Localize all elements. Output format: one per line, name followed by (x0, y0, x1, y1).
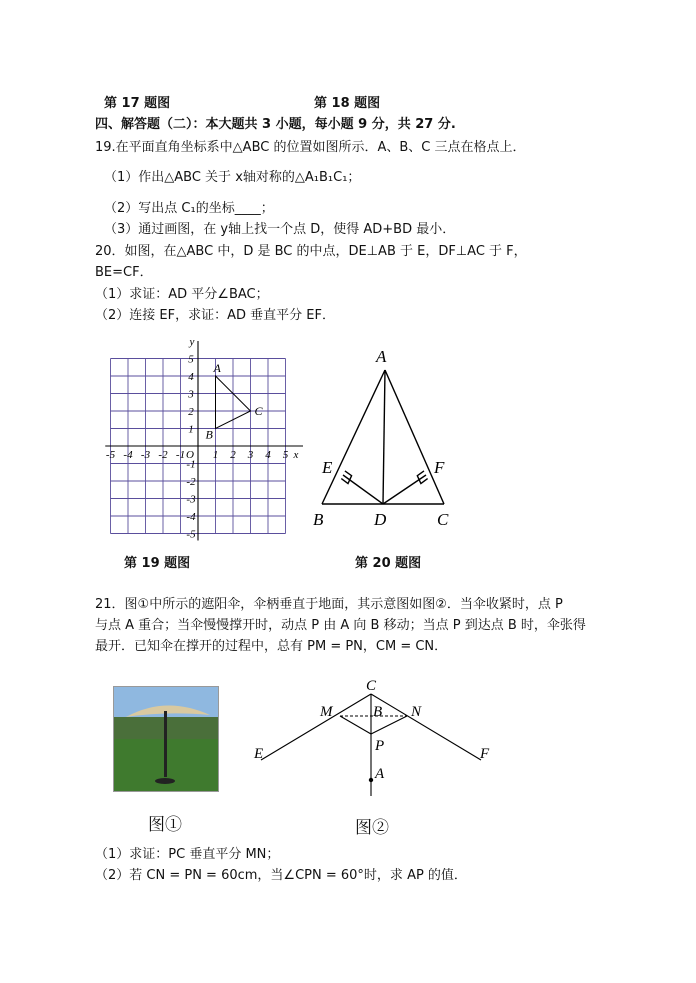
umbrella-photo (113, 686, 219, 792)
section-header: 四、解答题（二）：本大题共 3 小题，每小题 9 分，共 27 分. (95, 117, 456, 132)
label-p: P (375, 738, 385, 754)
label-d: D (374, 510, 387, 529)
y-tick-label: -4 (186, 511, 196, 523)
caption-fig19: 第 19 题图 (124, 556, 191, 571)
umbrella-diagram (250, 676, 500, 804)
q19-part3: （3）通过画图，在 y轴上找一个点 D，使得 AD+BD 最小． (104, 222, 456, 237)
side-ab (322, 370, 385, 504)
point-a-dot (369, 778, 373, 782)
y-tick-label: -5 (186, 528, 196, 541)
triangle-figure (310, 340, 460, 535)
q21-stem-line1: 21．图①中所示的遮阳伞，伞柄垂直于地面，其示意图如图②．当伞收紧时，点 P (95, 597, 563, 612)
y-tick-label: -2 (186, 476, 196, 488)
y-tick-label: 3 (188, 388, 194, 401)
label-c: C (366, 678, 377, 694)
x-tick-label: -4 (123, 449, 133, 461)
caption-fig20: 第 20 题图 (355, 556, 422, 571)
label-e: E (322, 458, 333, 477)
label-b: B (313, 510, 324, 529)
point-labels (206, 361, 264, 442)
rib-left (261, 694, 371, 760)
q21-stem-line2: 与点 A 重合；当伞慢慢撑开时，动点 P 由 A 向 B 移动；当点 P 到达点 B 时，伞张得 (95, 618, 586, 633)
x-tick-label: 1 (212, 449, 219, 461)
rib-right (371, 694, 481, 760)
y-tick-label: 1 (188, 423, 194, 436)
x-tick-label: -1 (175, 449, 186, 461)
x-tick-label: -2 (158, 449, 168, 461)
q20-stem-line1: 20．如图，在△ABC 中，D 是 BC 的中点，DE⊥AB 于 E，DF⊥AC 于 F， (95, 244, 527, 259)
caption-fig21-1: 图① (148, 815, 182, 835)
label-b: B (373, 704, 383, 720)
caption-fig18: 第 18 题图 (314, 96, 381, 111)
q20-part2: （2）连接 EF，求证：AD 垂直平分 EF． (95, 308, 335, 323)
x-axis-label: x (293, 449, 299, 461)
q21-part1: （1）求证：PC 垂直平分 MN； (95, 847, 280, 862)
y-axis-label: y (189, 336, 195, 348)
y-tick-label: -3 (186, 493, 196, 506)
axes (105, 341, 303, 541)
label-f: F (434, 458, 445, 477)
y-tick-label: -1 (186, 458, 196, 471)
x-tick-label: 5 (282, 449, 289, 461)
grid-figure (95, 328, 325, 550)
label-e: E (254, 746, 264, 762)
strut-mp (340, 716, 371, 734)
label-m: M (320, 704, 333, 720)
point-label-b: B (205, 427, 213, 442)
caption-fig17: 第 17 题图 (104, 96, 171, 111)
q20-part1: （1）求证：AD 平分∠BAC； (95, 287, 269, 302)
y-tick-label: 5 (188, 353, 194, 366)
label-f: F (480, 746, 490, 762)
label-a: A (376, 347, 387, 366)
label-a: A (375, 766, 385, 782)
y-tick-label: 4 (188, 371, 194, 383)
caption-fig21-2: 图② (355, 818, 389, 838)
q19-stem: 19.在平面直角坐标系中△ABC 的位置如图所示．A、B、C 三点在格点上． (95, 140, 526, 155)
side-ac (385, 370, 444, 504)
x-tick-label: 4 (265, 449, 271, 461)
segment-de (343, 475, 383, 504)
x-tick-label: 2 (230, 449, 236, 461)
origin-label: O (186, 449, 194, 461)
tick-labels (106, 336, 299, 541)
q21-stem-line3: 最开．已知伞在撑开的过程中，总有 PM = PN，CM = CN． (95, 639, 448, 654)
q20-stem-line2: BE=CF． (95, 265, 153, 280)
segment-ad (383, 370, 385, 504)
y-tick-label: 2 (188, 406, 194, 418)
x-tick-label: 3 (247, 449, 254, 461)
label-n: N (411, 704, 422, 720)
x-tick-label: -3 (140, 449, 151, 461)
q21-part2: （2）若 CN = PN = 60cm，当∠CPN = 60°时，求 AP 的值． (95, 868, 467, 883)
q19-part1: （1）作出△ABC 关于 x轴对称的△A₁B₁C₁； (104, 170, 361, 185)
x-tick-label: -5 (105, 449, 116, 461)
label-c: C (437, 510, 449, 529)
point-label-a: A (213, 361, 221, 375)
point-label-c: C (254, 404, 263, 418)
q19-part2: （2）写出点 C₁的坐标____； (104, 201, 274, 216)
